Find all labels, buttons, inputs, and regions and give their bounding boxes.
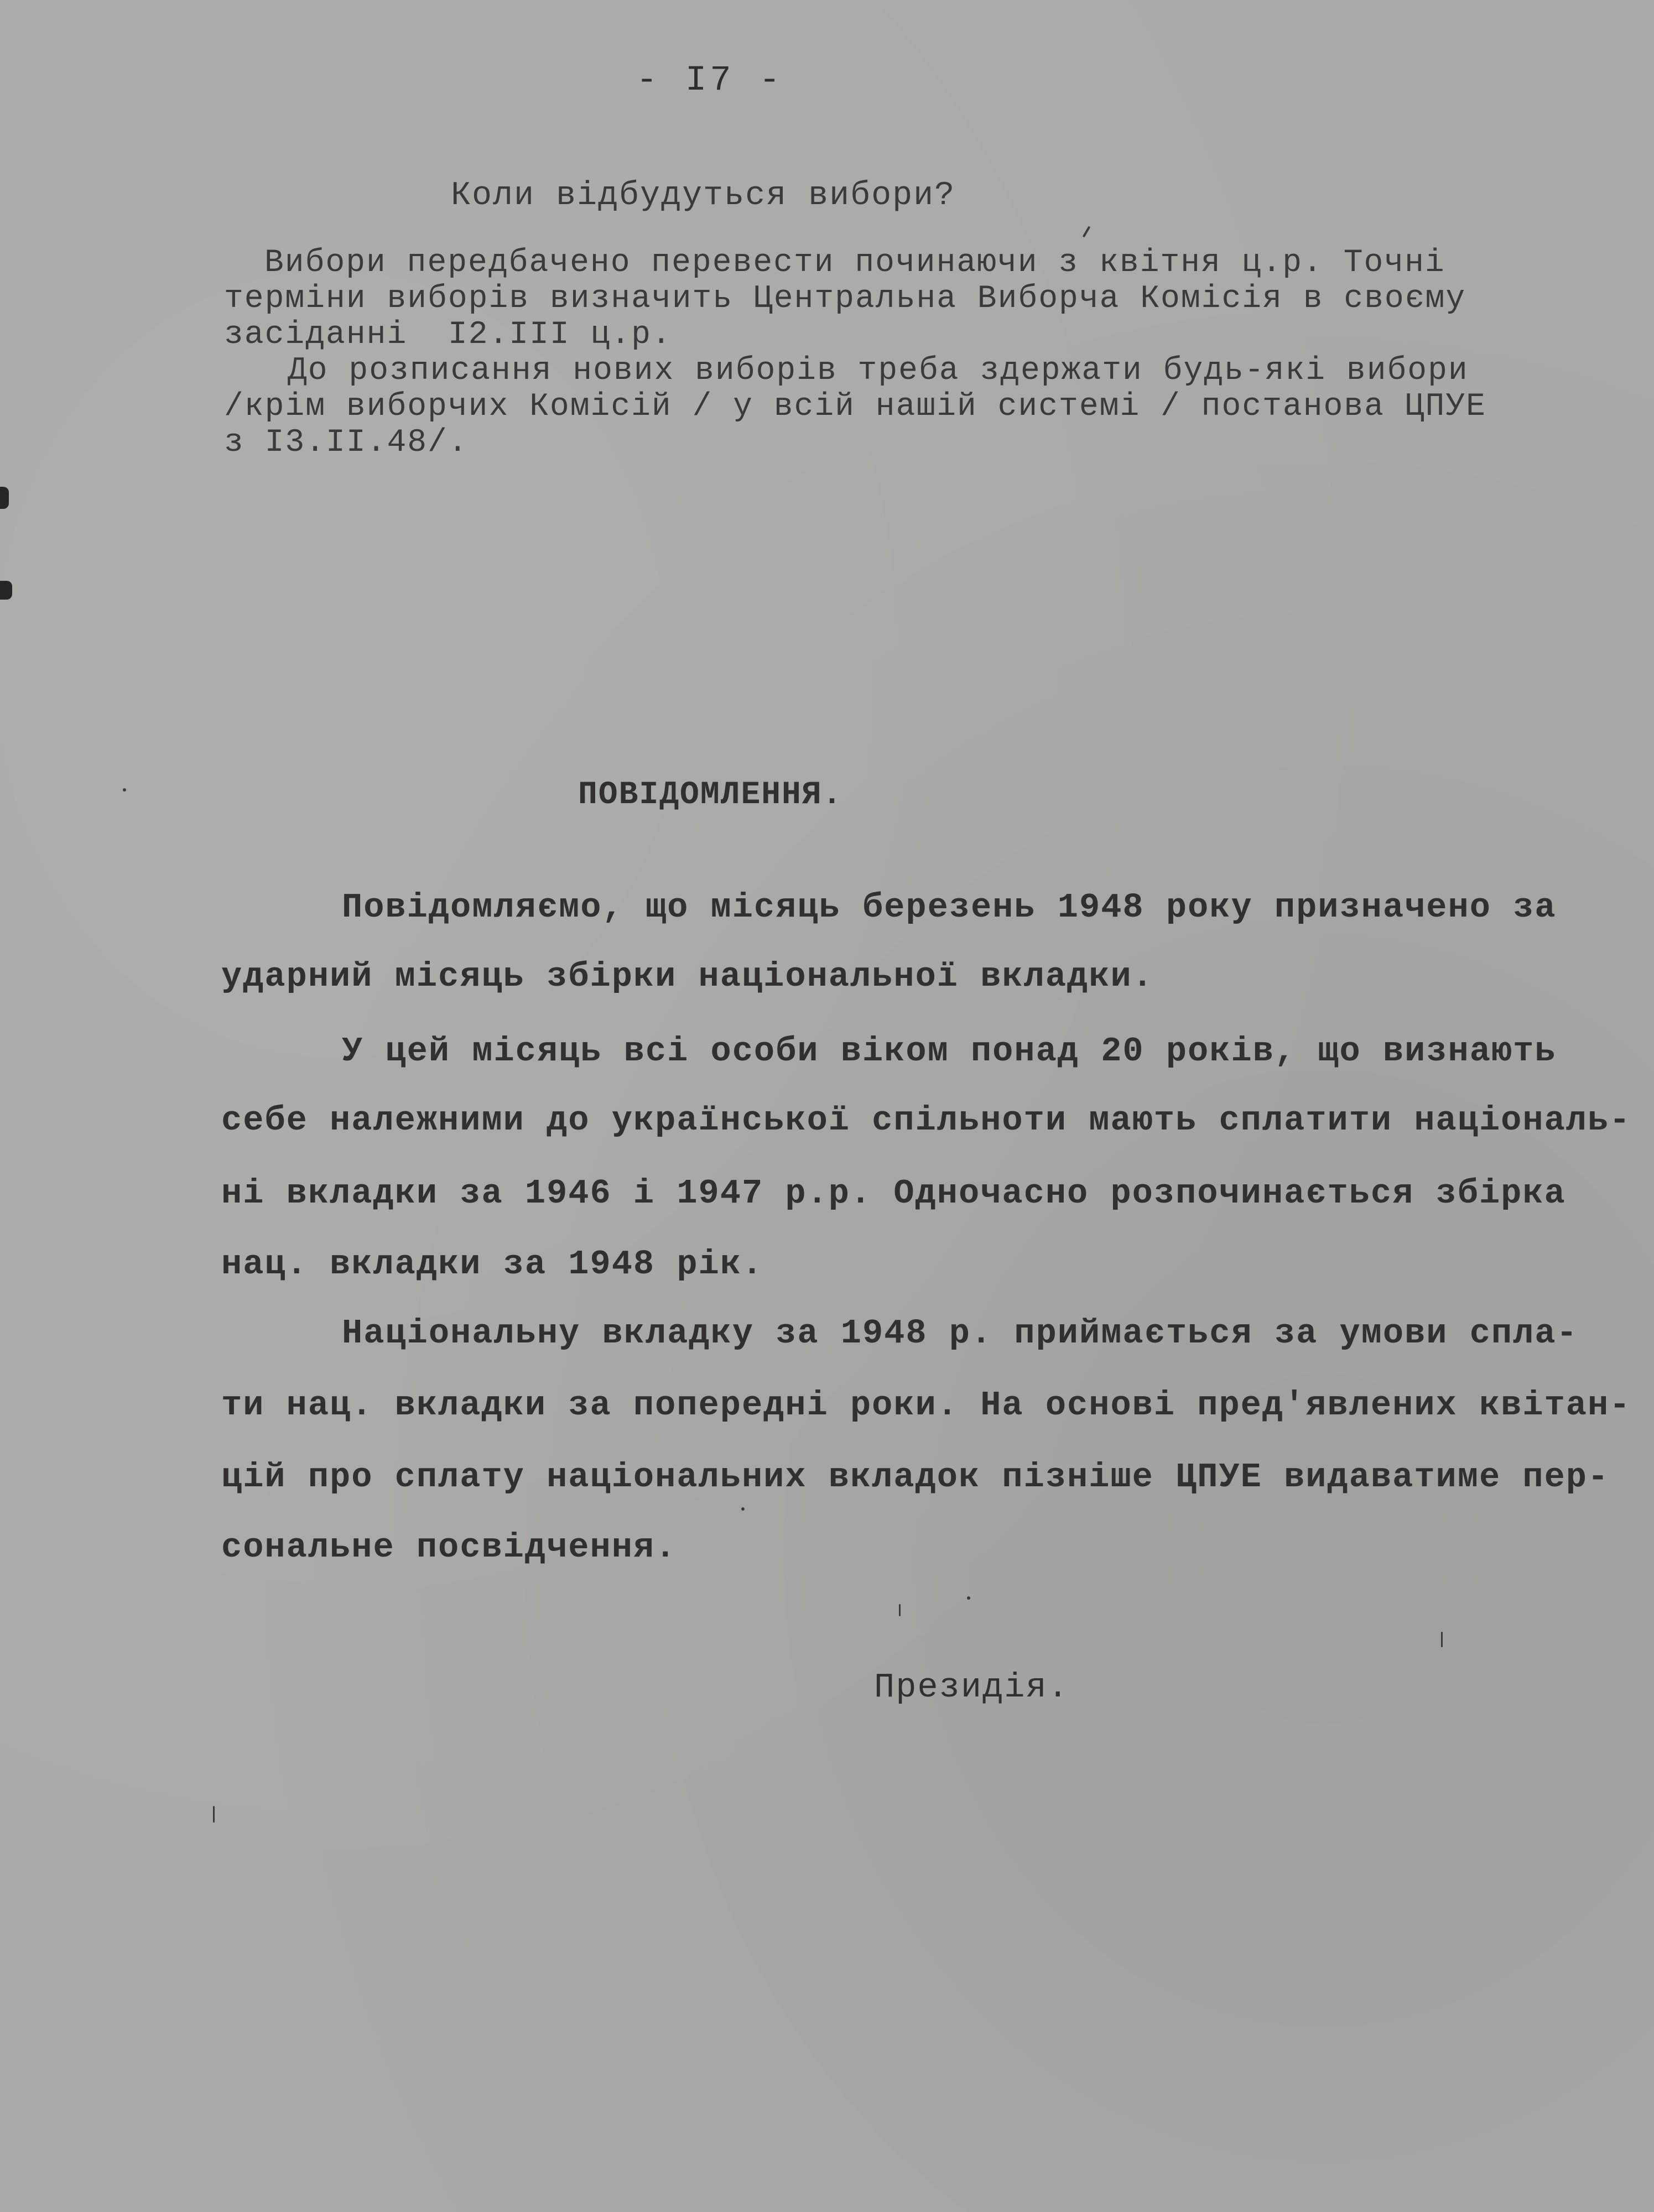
notice-line: Національну вкладку за 1948 р. приймається за умови спла- <box>342 1314 1578 1353</box>
notice-line: себе належними до української спільноти мають сплатити національ- <box>221 1101 1631 1140</box>
notice-line: У цей місяць всі особи віком понад 20 років, що визнають <box>342 1032 1557 1071</box>
notice-line: ти нац. вкладки за попередні роки. На основі пред'явлених квітан- <box>221 1386 1631 1425</box>
paper-speck <box>1083 226 1090 237</box>
paper-speck <box>213 1806 215 1823</box>
section1-line: /крім виборчих Комісій / у всій нашій системі / постанова ЦПУЕ <box>224 389 1486 425</box>
paper-speck <box>741 1507 745 1511</box>
page-number: - I7 - <box>636 61 784 101</box>
section1-line: з I3.II.48/. <box>224 425 469 461</box>
binding-hole-mark <box>0 487 9 509</box>
section1-line: засіданні I2.III ц.р. <box>224 317 672 353</box>
section1-line: терміни виборів визначить Центральна Виборча Комісія в своєму <box>224 281 1466 317</box>
notice-line: цій про сплату національних вкладок пізніше ЦПУЕ видаватиме пер- <box>221 1458 1610 1497</box>
section1-line: Вибори передбачено перевести починаючи з квітня ц.р. Точні <box>264 245 1445 281</box>
paper-speck <box>899 1604 901 1616</box>
paper-speck <box>123 788 126 792</box>
paper-speck <box>967 1596 970 1600</box>
section1-title: Коли відбудуться вибори? <box>451 177 956 215</box>
notice-line: ні вкладки за 1946 і 1947 р.р. Одночасно розпочинається збірка <box>221 1174 1566 1213</box>
paper-speck <box>1441 1632 1443 1647</box>
section1-line: До розписання нових виборів треба здержати будь-які вибори <box>288 353 1469 389</box>
notice-line: сональне посвідчення. <box>221 1528 677 1567</box>
notice-line: нац. вкладки за 1948 рік. <box>221 1245 764 1284</box>
notice-line: Повідомляємо, що місяць березень 1948 року призначено за <box>342 888 1557 927</box>
signature: Президія. <box>874 1668 1069 1707</box>
notice-title: ПОВІДОМЛЕННЯ. <box>578 777 843 813</box>
binding-hole-mark <box>0 581 12 600</box>
notice-line: ударний місяць збірки національної вкладки. <box>221 957 1154 996</box>
